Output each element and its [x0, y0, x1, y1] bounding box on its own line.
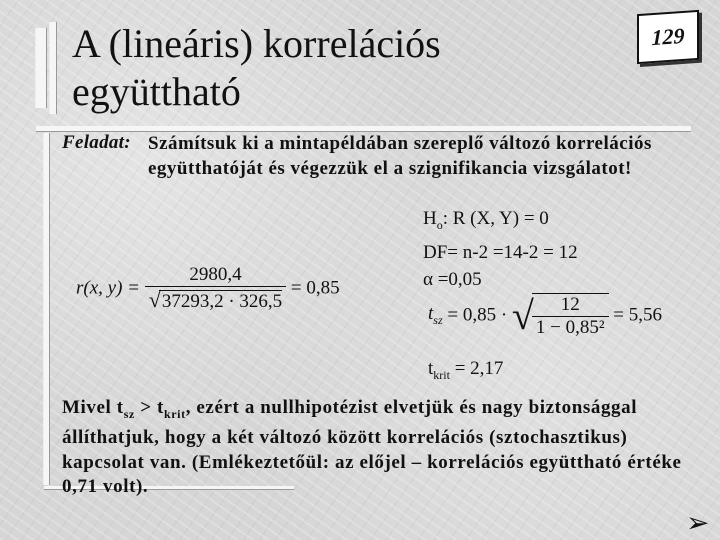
slide-title-line1: A (lineáris) korrelációs — [72, 21, 441, 66]
frame-line-top — [36, 126, 691, 131]
sqrt-symbol-outer: √ — [511, 293, 534, 338]
t-coefficient: = 0,85 · — [447, 304, 508, 326]
slide-title-line2: együttható — [72, 69, 241, 114]
correlation-denominator: 37293,2 · 326,5 — [159, 290, 282, 313]
task-label: Feladat: — [62, 132, 131, 153]
significance-level: α =0,05 — [423, 268, 482, 290]
frame-line-left — [44, 133, 49, 485]
null-hypothesis: $H_o$: R (X, Y) = 0 — [423, 208, 549, 232]
correlation-formula — [76, 264, 340, 313]
page-number-badge — [637, 10, 699, 64]
hypothesis-block — [423, 205, 578, 293]
t-statistic-formula: $t_{sz} = 0,85$ · √ $\frac{12}{\text{1 − 0,85²}}$ = 5,56 — [428, 293, 663, 338]
t-symbol: t — [428, 303, 434, 325]
t-critical: $t_{krit} = 2,17$ — [428, 358, 504, 382]
conclusion-text: Mivel $t_{sz} > t_{krit}$, ezért a nullhipotézist elvetjük és nagy biztonsággal állíthatjuk, hogy a két változó között korrelációs (sztochasztikus) kapcsolat van. (Emlékeztetőül: az előjel – korrelációs együttható értéke 0,71 volt). — [62, 397, 682, 498]
correlation-numerator: 2980,4 — [145, 264, 286, 287]
correlation-fraction — [145, 264, 286, 313]
correlation-lhs: r(x, y) = — [76, 277, 140, 299]
alpha-symbol: α — [423, 268, 433, 290]
task-text: Számítsuk ki a mintapéldában szereplő változó korrelációs együtthatóját és végezzük el a szignifikancia vizsgálatot! — [148, 133, 652, 179]
slide-title — [72, 20, 441, 116]
t-denominator: 1 − 0,85² — [535, 316, 605, 338]
next-slide-arrow-icon[interactable]: ➢ — [686, 508, 710, 539]
t-fraction — [532, 293, 609, 339]
t-result: = 5,56 — [613, 304, 663, 326]
sqrt-symbol: √ — [148, 287, 161, 312]
correlation-result: = 0,85 — [290, 277, 340, 299]
page-number: 129 — [651, 22, 685, 51]
degrees-of-freedom: DF= n-2 =14-2 = 12 — [423, 241, 578, 263]
frame-line-title-2 — [50, 22, 56, 114]
frame-line-title — [36, 28, 46, 108]
t-numerator: 12 — [532, 294, 609, 317]
